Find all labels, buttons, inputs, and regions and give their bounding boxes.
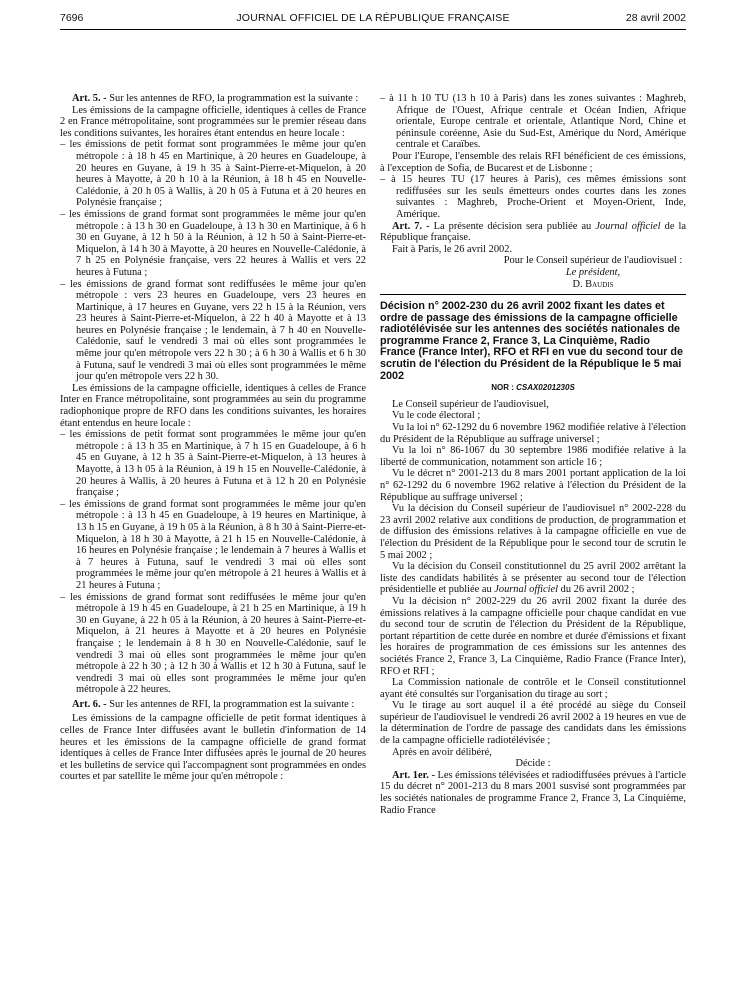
list-item: – les émissions de grand format sont programmées le même jour qu'en métropole : à 13 h 45 en Guadeloupe, à 19 heures en Martinique, à 13 h 15 en Guyane, à 19 h 05 à la Réunion, à 8 h 30 à Saint-Pierre-et-Miquelon, à 18 h 30 à Mayotte, à 21 h 15 en Nouvelle-Calédonie, à 16 heures en Polynésie française ; le lendemain à 7 heures à Wallis et à 7 heures à Futuna, sauf le vendredi 3 mai où elles sont programmées le même jour qu'en métropole à 21 heures à Wallis et à 21 heures à Futuna ; (60, 498, 366, 591)
schedule-list-rfi (380, 93, 686, 151)
list-item: – les émissions de grand format sont rediffusées le même jour qu'en métropole à 19 h 45 en Guadeloupe, à 21 h 25 en Martinique, à 19 h 30 en Guyane, à 22 h 05 à la Réunion, à 20 heures à Saint-Pierre-et-Miquelon, à 21 heures à Mayotte et à 20 heures en Polynésie française ; le lendemain à 8 h 30 en Nouvelle-Calédonie, sauf le vendredi 3 mai où elles sont programmées le même jour qu'en métropole à 22 h 30 ; à 12 h 30 à Wallis et 12 h 30 à Futuna, sauf le vendredi 3 mai où elles sont programmées le même jour qu'en métropole à 22 heures. (60, 591, 366, 696)
nor-code: CSAX0201230S (516, 383, 575, 393)
left-column (60, 93, 366, 783)
paragraph: Pour l'Europe, l'ensemble des relais RFI bénéficient de ces émissions, à l'exception de Sofia, de Bucarest et de Lisbonne ; (380, 150, 686, 174)
signature-line-1: Pour le Conseil supérieur de l'audiovisuel : (503, 255, 683, 267)
list-item: – à 11 h 10 TU (13 h 10 à Paris) dans les zones suivantes : Maghreb, Afrique de l'Ouest, Afrique centrale et Océan Indien, Afrique orientale, Europe centrale et orientale, Atlantique Nord, Chine et péninsule coréenne, Asie du Sud-Est, Amérique du Nord, Amérique centrale et Caraïbes. (380, 93, 686, 151)
paragraph: Les émissions de la campagne officielle, identiques à celles de France Inter en France métropolitaine, sont programmées au sein du programme radiophonique propre de RFO dans les conditions suivantes, les horaires étant entendus en heure locale : (60, 382, 366, 429)
signature-date: Fait à Paris, le 26 avril 2002. (392, 243, 513, 255)
list-item: – les émissions de petit format sont programmées le même jour qu'en métropole : à 13 h 35 en Martinique, à 7 h 15 en Guadeloupe, à 6 h 45 en Guyane, à 12 h 35 à Saint-Pierre-et-Miquelon, à 13 heures à Mayotte, à 13 h 05 à la Réunion, à 19 h 15 en Nouvelle-Calédonie, à 20 heures à Wallis, à 20 heures à Futuna et à 12 h 20 en Polynésie française ; (60, 429, 366, 499)
visa-paragraphs-2 (380, 596, 686, 758)
article-1-text: Les émissions télévisées et radiodiffusées prévues à l'article 15 du décret n° 2001-213 du 8 mars 2001 susvisé sont programmées par les sociétés nationales de programme France 2, France 3, La Cinquième, Radio France (380, 769, 686, 816)
list-item: Vu le décret n° 2001-213 du 8 mars 2001 portant application de la loi n° 62-1292 du 6 novembre 1962 relative à l'élection du Président de la République au suffrage universel ; (380, 468, 686, 503)
schedule-list-tv (60, 139, 366, 382)
signature-name: D. Baudis (572, 278, 614, 290)
list-item: Vu le code électoral ; (392, 410, 481, 422)
article-7-text: La présente décision sera publiée au (429, 220, 596, 232)
list-item: Après en avoir délibéré, (392, 746, 492, 758)
signature-line-2 (380, 267, 686, 279)
paragraph: Les émissions de la campagne officielle, identiques à celles de France 2 en France métropolitaine, sont programmées sur le premier réseau dans les conditions suivantes, les horaires étant entendus en heure locale : (60, 104, 366, 139)
list-item: – à 15 heures TU (17 heures à Paris), ces mêmes émissions sont rediffusées sur les seuls émetteurs ondes courtes dans les zones suivantes : Maghreb, Proche-Orient et Moyen-Orient, Inde, Amérique. (380, 174, 686, 220)
article-1 (380, 770, 686, 816)
list-item: – les émissions de grand format sont rediffusées le même jour qu'en métropole : vers 23 heures en Guadeloupe, vers 23 heures en Martinique, à 17 heures en Guyane, vers 22 h 15 à la Réunion, vers 23 heures à Saint-Pierre-et-Miquelon, à 22 h 40 à Mayotte et à 13 heures en Polynésie française ; le lendemain, à 7 h 40 en Nouvelle-Calédonie, sauf le vendredi 3 mai où elles sont programmées le même jour qu'en métropole vers 22 h 30 ; à 6 h 30 à Wallis et 6 h 30 à Futuna, sauf le vendredi 3 mai où elles sont programmées le même jour qu'en métropole vers 22 h 30. (60, 278, 366, 383)
right-column (380, 93, 686, 816)
schedule-list-radio (60, 429, 366, 696)
list-item: Le Conseil supérieur de l'audiovisuel, (392, 398, 549, 410)
article-6-heading (60, 699, 366, 711)
journal-officiel-italic: Journal officiel (494, 584, 559, 596)
paragraph-constitutionnel (380, 561, 686, 596)
article-7-text-end: de la République française. (380, 220, 686, 244)
paragraph-text-end: du 26 avril 2002 ; (558, 584, 635, 596)
list-item: Vu la décision n° 2002-229 du 26 avril 2002 fixant la durée des émissions relatives à la campagne officielle pour chaque candidat en vue du second tour de scrutin de l'élection du Président de la République, portant répartition de cette durée en nombre et durée d'émissions et fixant les horaires de programmation de ces émissions sur les antennes des sociétés France 2, France 3, La Cinquième, Radio France (France Inter), RFO et RFI ; (380, 595, 686, 677)
decision-title: Décision n° 2002-230 du 26 avril 2002 fixant les dates et ordre de passage des émissions de la campagne officielle radiotélévisée sur les antennes des sociétés nationales de programme France 2, France 3, La Cinquième, Radio France (France Inter), RFO et RFI en vue du second tour de scrutin de l'élection du Président de la République le 5 mai 2002 (380, 300, 683, 382)
list-item: – les émissions de petit format sont programmées le même jour qu'en métropole : à 18 h 45 en Martinique, à 20 heures en Guadeloupe, à 20 heures en Guyane, à 19 h 35 à Saint-Pierre-et-Miquelon, à 20 heures à Mayotte, à 20 h 10 à la Réunion, à 18 h 45 en Nouvelle-Calédonie, à 20 h 05 à Wallis, à 20 h 05 à Futuna et à 20 heures en Polynésie française ; (60, 139, 366, 209)
page-header (60, 12, 686, 28)
article-7 (380, 221, 686, 244)
journal-title: JOURNAL OFFICIEL DE LA RÉPUBLIQUE FRANÇAISE (236, 12, 510, 24)
nor-reference (380, 382, 686, 394)
header-date: 28 avril 2002 (625, 12, 686, 24)
article-6-intro: Sur les antennes de RFI, la programmation est la suivante : (106, 698, 355, 710)
signature-title: Le président, (565, 266, 621, 278)
decide-heading: Décide : (515, 758, 551, 770)
article-5-heading (60, 93, 366, 105)
article-5-intro: Sur les antennes de RFO, la programmation est la suivante : (106, 93, 359, 104)
list-item: Vu la loi n° 86-1067 du 30 septembre 1986 modifiée relative à la liberté de communication, notamment son article 16 ; (380, 445, 686, 468)
article-5-label: Art. 5. - (72, 93, 107, 104)
section-divider (380, 294, 686, 295)
page-number: 7696 (60, 12, 84, 24)
schedule-list-rfi-rebroadcast (380, 174, 686, 220)
header-rule (60, 29, 686, 30)
article-7-label: Art. 7. - (392, 220, 430, 232)
journal-officiel-italic: Journal officiel (595, 220, 661, 232)
paragraph: Les émissions de la campagne officielle de petit format identiques à celles de France Inter diffusées avant le bulletin d'information de 14 heures et les émissions de la campagne officielle de grand format identiques à celles de France Inter diffusées après le journal de 20 heures et les bulletins de service qui l'accompagnent sont programmées en ondes courtes et par satellite le même jour qu'en métropole : (60, 713, 366, 783)
visa-paragraphs (380, 399, 686, 561)
list-item: Vu la décision du Conseil supérieur de l'audiovisuel n° 2002-228 du 23 avril 2002 relative aux conditions de production, de programmation et de diffusion des émissions relatives à la campagne officielle en vue de l'élection du Président de la République pour le second tour de scrutin le 5 mai 2002 ; (380, 503, 686, 561)
list-item: Vu le tirage au sort auquel il a été procédé au siège du Conseil supérieur de l'audiovisuel le vendredi 26 avril 2002 à 19 heures en vue de la détermination de l'ordre de passage des candidats dans les émissions de la campagne officielle radiotélévisée ; (380, 700, 686, 747)
list-item: Vu la loi n° 62-1292 du 6 novembre 1962 modifiée relative à l'élection du Président de la République au suffrage universel ; (380, 422, 686, 445)
article-6-label: Art. 6. - (72, 698, 107, 710)
article-1-label: Art. 1er. - (392, 769, 435, 781)
nor-label: NOR : (491, 383, 517, 393)
list-item: La Commission nationale de contrôle et le Conseil constitutionnel ayant été consultés sur l'organisation du tirage au sort ; (380, 677, 686, 700)
paragraph-text: Vu la décision du Conseil constitutionnel du 25 avril 2002 arrêtant la liste des candidats habilités à se présenter au second tour de l'élection présidentielle et publiée au (380, 561, 686, 596)
list-item: – les émissions de grand format sont programmées le même jour qu'en métropole : à 13 h 30 en Guadeloupe, à 13 h 30 en Martinique, à 6 h 30 en Guyane, à 12 h 50 à la Réunion, à 12 h 50 à Saint-Pierre-et-Miquelon, à 14 h 30 à Mayotte, à 20 heures en Nouvelle-Calédonie, à 7 h 25 en Polynésie française, vers 22 heures à Wallis et vers 22 heures à Futuna ; (60, 208, 366, 278)
